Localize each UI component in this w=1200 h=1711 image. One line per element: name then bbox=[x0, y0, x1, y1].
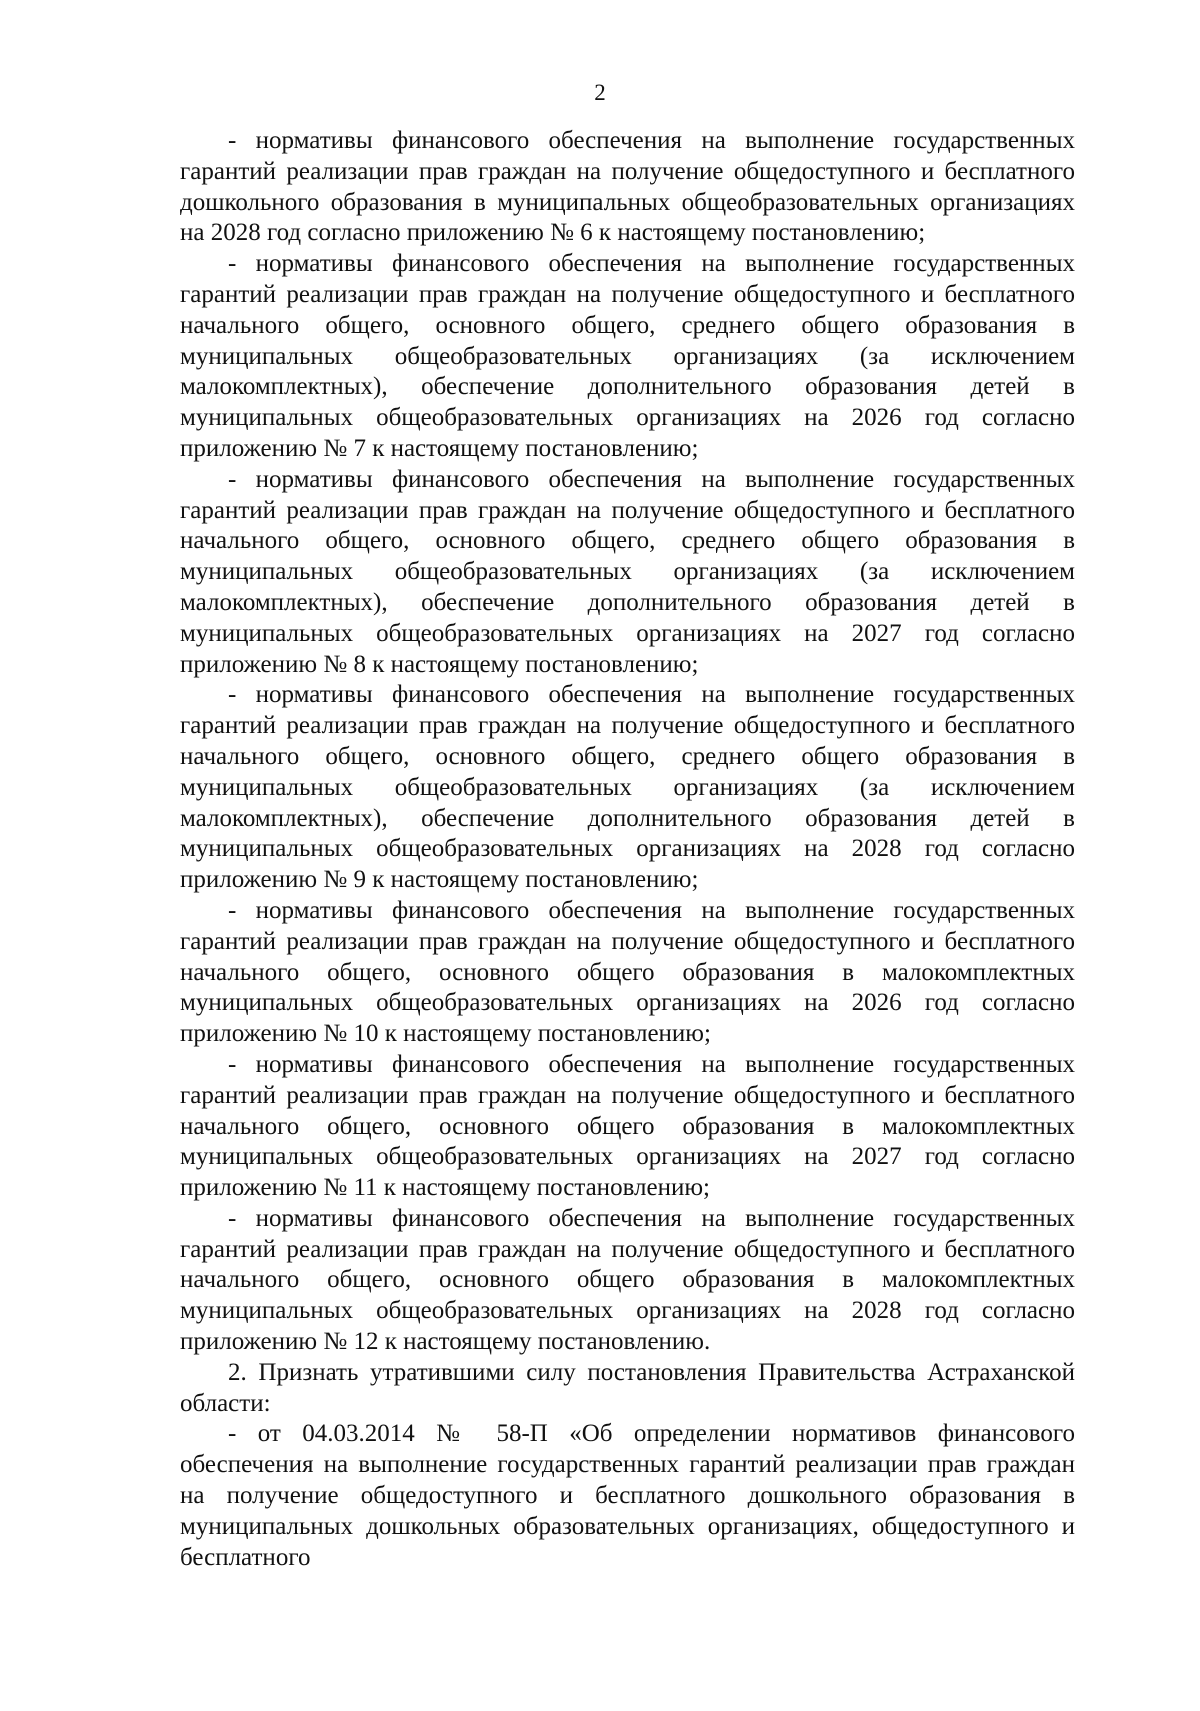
paragraph: - нормативы финансового обеспечения на выполнение государственных гарантий реализации прав граждан на получение общедоступного и бесплатного начального общего, основного общего образования в малокомплектных муниципальных общеобразовательных организациях на 2027 год согласно приложению № 11 к настоящему постановлению; bbox=[180, 1050, 1075, 1202]
paragraph: 2. Признать утратившими силу постановления Правительства Астраханской области: bbox=[180, 1358, 1075, 1417]
paragraph: - нормативы финансового обеспечения на выполнение государственных гарантий реализации прав граждан на получение общедоступного и бесплатного начального общего, основного общего, среднего общего образования в муниципальных общеобразовательных организациях (за исключением малокомплектных), обеспечение дополнительного образования детей в муниципальных общеобразовательных организациях на 2028 год согласно приложению № 9 к настоящему постановлению; bbox=[180, 681, 1075, 894]
paragraph: - нормативы финансового обеспечения на выполнение государственных гарантий реализации прав граждан на получение общедоступного и бесплатного начального общего, основного общего образования в малокомплектных муниципальных общеобразовательных организациях на 2026 год согласно приложению № 10 к настоящему постановлению; bbox=[180, 896, 1075, 1048]
paragraph: - нормативы финансового обеспечения на выполнение государственных гарантий реализации прав граждан на получение общедоступного и бесплатного начального общего, основного общего, среднего общего образования в муниципальных общеобразовательных организациях (за исключением малокомплектных), обеспечение дополнительного образования детей в муниципальных общеобразовательных организациях на 2026 год согласно приложению № 7 к настоящему постановлению; bbox=[180, 250, 1075, 462]
paragraph: - нормативы финансового обеспечения на выполнение государственных гарантий реализации прав граждан на получение общедоступного и бесплатного начального общего, основного общего образования в малокомплектных муниципальных общеобразовательных организациях на 2028 год согласно приложению № 12 к настоящему постановлению. bbox=[180, 1204, 1075, 1356]
paragraph: - нормативы финансового обеспечения на выполнение государственных гарантий реализации прав граждан на получение общедоступного и бесплатного начального общего, основного общего, среднего общего образования в муниципальных общеобразовательных организациях (за исключением малокомплектных), обеспечение дополнительного образования детей в муниципальных общеобразовательных организациях на 2027 год согласно приложению № 8 к настоящему постановлению; bbox=[180, 465, 1075, 678]
paragraph: - нормативы финансового обеспечения на выполнение государственных гарантий реализации прав граждан на получение общедоступного и бесплатного дошкольного образования в муниципальных общеобразовательных организациях на 2028 год согласно приложению № 6 к настоящему постановлению; bbox=[180, 127, 1075, 247]
document-body bbox=[180, 126, 1075, 1573]
page-number: 2 bbox=[594, 80, 606, 105]
paragraph: - от 04.03.2014 № 58-П «Об определении нормативов финансового обеспечения на выполнение государственных гарантий реализации прав граждан на получение общедоступного и бесплатного дошкольного образования в муниципальных дошкольных образовательных организациях, общедоступного и бесплатного bbox=[180, 1420, 1075, 1571]
